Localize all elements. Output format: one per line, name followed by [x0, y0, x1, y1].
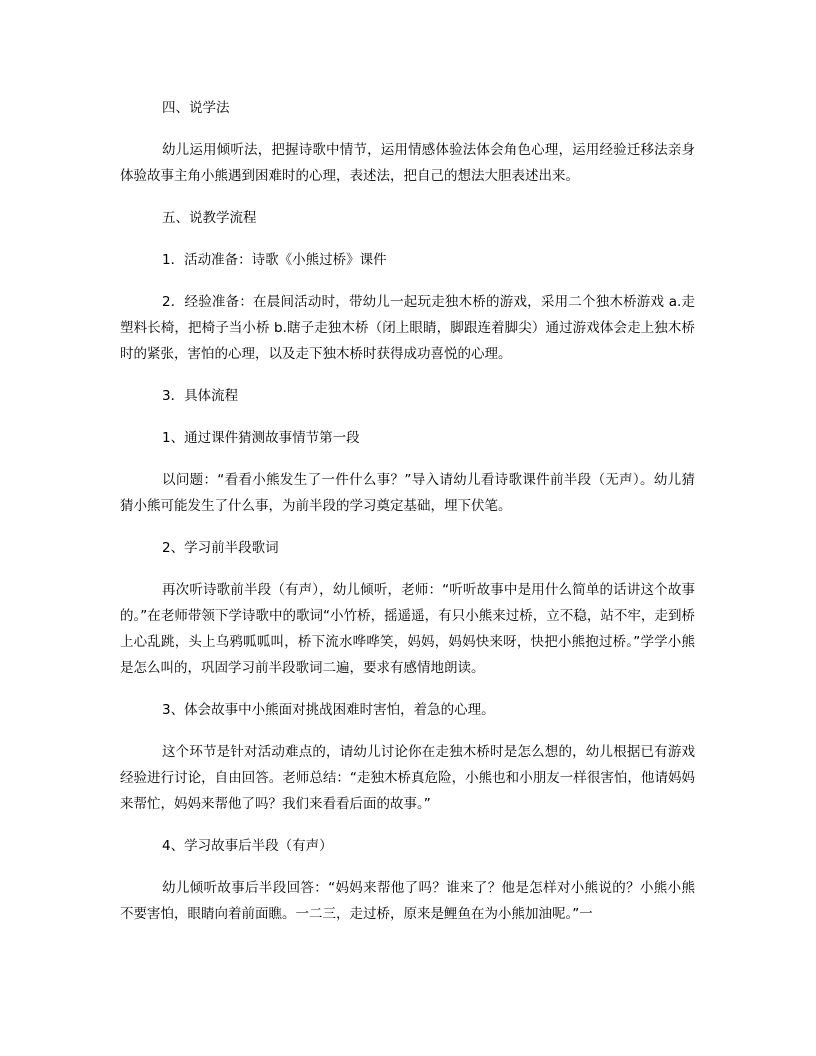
step-3-heading: 3、体会故事中小熊面对挑战困难时害怕，着急的心理。	[162, 702, 495, 718]
step-2-paragraph: 再次听诗歌前半段（有声），幼儿倾听，老师：“听听故事中是用什么简单的话讲这个故事的。”在老师带领下学诗歌中的歌词“小竹桥，摇遥遥，有只小熊来过桥，立不稳，站不牢，走到桥上心乱跳，头上乌鸦呱呱叫，桥下流水哗哗笑，妈妈，妈妈快来呀，快把小熊抱过桥。”学学小熊是怎么叫的，巩固学习前半段歌词二遍，要求有感情地朗读。	[120, 582, 695, 676]
heading-teaching-process: 五、说教学流程	[162, 210, 257, 226]
step-1-paragraph: 以问题：“看看小熊发生了一件什么事？”导入请幼儿看诗歌课件前半段（无声）。幼儿猜猜小熊可能发生了什么事，为前半段的学习奠定基础，埋下伏笔。	[120, 472, 695, 514]
heading-study-method: 四、说学法	[162, 100, 230, 116]
step-3-paragraph: 这个环节是针对活动难点的，请幼儿讨论你在走独木桥时是怎么想的，幼儿根据已有游戏经验进行讨论，自由回答。老师总结：“走独木桥真危险，小熊也和小朋友一样很害怕，他请妈妈来帮忙，妈妈来帮他了吗？我们来看看后面的故事。”	[120, 744, 695, 812]
item-specific-process: 3．具体流程	[162, 388, 239, 404]
step-4-paragraph: 幼儿倾听故事后半段回答：“妈妈来帮他了吗？谁来了？他是怎样对小熊说的？小熊小熊不要害怕，眼睛向着前面瞧。一二三，走过桥，原来是鲤鱼在为小熊加油呢。”一	[120, 880, 695, 922]
item-activity-preparation: 1．活动准备：诗歌《小熊过桥》课件	[162, 252, 387, 268]
step-1-heading: 1、通过课件猜测故事情节第一段	[162, 430, 360, 446]
step-2-heading: 2、学习前半段歌词	[162, 540, 279, 556]
step-4-heading: 4、学习故事后半段（有声）	[162, 838, 333, 854]
paragraph-experience-preparation: 2．经验准备：在晨间活动时，带幼儿一起玩走独木桥的游戏，采用二个独木桥游戏 a.走塑料长椅，把椅子当小桥 b.瞎子走独木桥（闭上眼睛，脚跟连着脚尖）通过游戏体会走上独木桥时的紧张，害怕的心理，以及走下独木桥时获得成功喜悦的心理。	[120, 294, 695, 362]
paragraph-study-method: 幼儿运用倾听法，把握诗歌中情节，运用情感体验法体会角色心理，运用经验迁移法亲身体验故事主角小熊遇到困难时的心理，表述法，把自己的想法大胆表述出来。	[120, 142, 695, 184]
document-body	[120, 95, 695, 927]
